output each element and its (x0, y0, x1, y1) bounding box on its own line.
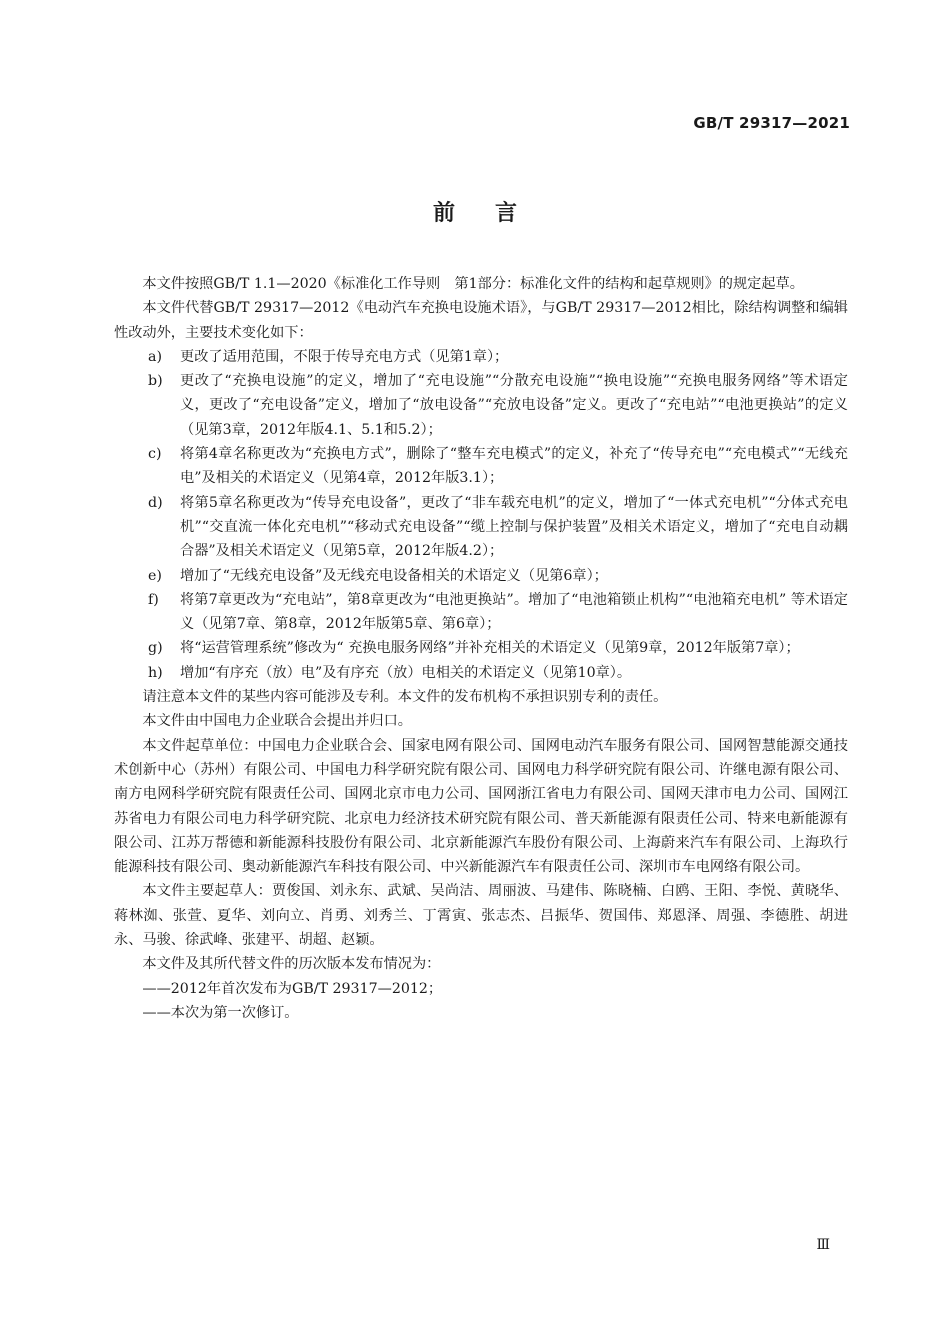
list-item-text: 更改了适用范围，不限于传导充电方式（见第1章）； (180, 348, 509, 365)
list-marker: b) (148, 373, 163, 390)
paragraph-patent-notice: 请注意本文件的某些内容可能涉及专利。本文件的发布机构不承担识别专利的责任。 (142, 689, 668, 706)
list-marker: f) (148, 591, 159, 608)
list-item (114, 588, 848, 637)
paragraph-replacement: 本文件代替GB/T 29317—2012《电动汽车充换电设施术语》，与GB/T 29317—2012相比，除结构调整和编辑性改动外，主要技术变化如下： (114, 300, 848, 341)
list-item (114, 564, 848, 588)
history-item: ——本次为第一次修订。 (142, 1004, 299, 1021)
body-text (114, 272, 848, 1025)
list-marker: e) (148, 567, 162, 584)
standard-number: GB/T 29317—2021 (693, 114, 850, 132)
list-item-text: 增加了“无线充电设备”及无线充电设备相关的术语定义（见第6章）； (180, 567, 608, 584)
changes-list (114, 345, 848, 685)
list-item (114, 369, 848, 442)
list-item (114, 636, 848, 660)
paragraph-drafters: 本文件主要起草人：贾俊国、刘永东、武斌、吴尚洁、周丽波、马建伟、陈晓楠、白鸥、王阳、李悦、黄晓华、蒋林洳、张萱、夏华、刘向立、肖勇、刘秀兰、丁霄寅、张志杰、吕振华、贺国伟、郑恩泽、周强、李德胜、胡进永、马骏、徐武峰、张建平、胡超、赵颖。 (114, 883, 848, 949)
list-marker: a) (148, 348, 162, 365)
paragraph-drafting-rules: 本文件按照GB/T 1.1—2020《标准化工作导则 第1部分：标准化文件的结构和起草规则》的规定起草。 (142, 276, 804, 292)
history-item: ——2012年首次发布为GB/T 29317—2012； (142, 980, 443, 997)
list-item-text: 将第4章名称更改为“充换电方式”，删除了“整车充电模式”的定义，补充了“传导充电”“充电模式”“无线充电”及相关的术语定义（见第4章，2012年版3.1）； (180, 446, 848, 487)
list-item-text: 将第7章更改为“充电站”，第8章更改为“电池更换站”。增加了“电池箱锁止机构”“电池箱充电机” 等术语定义（见第7章、第8章，2012年版第5章、第6章）； (180, 591, 848, 633)
list-item (114, 661, 848, 685)
list-item-text: 将第5章名称更改为“传导充电设备”，更改了“非车载充电机”的定义，增加了“一体式充电机”“分体式充电机”“交直流一体化充电机”“移动式充电设备”“缆上控制与保护装置”及相关术语定义，增加了“充电自动耦合器”及相关术语定义（见第5章，2012年版4.2）； (180, 494, 848, 560)
list-item-text: 增加“有序充（放）电”及有序充（放）电相关的术语定义（见第10章）。 (180, 664, 632, 681)
list-item (114, 491, 848, 564)
list-marker: g) (148, 640, 163, 657)
list-item-text: 更改了“充换电设施”的定义，增加了“充电设施”“分散充电设施”“换电设施”“充换电服务网络”等术语定义，更改了“充电设备”定义，增加了“放电设备”“充放电设备”定义。更改了“充电站”“电池更换站”的定义（见第3章，2012年版4.1、5.1和5.2）； (180, 373, 848, 438)
list-item (114, 442, 848, 491)
list-item (114, 345, 848, 369)
paragraph-history-intro: 本文件及其所代替文件的历次版本发布情况为： (142, 956, 441, 973)
paragraph-proposer: 本文件由中国电力企业联合会提出并归口。 (142, 713, 412, 730)
paragraph-drafting-units: 本文件起草单位：中国电力企业联合会、国家电网有限公司、国网电动汽车服务有限公司、国网智慧能源交通技术创新中心（苏州）有限公司、中国电力科学研究院有限公司、国网电力科学研究院有限公司、许继电源有限公司、南方电网科学研究院有限责任公司、国网北京市电力公司、国网浙江省电力有限公司、国网天津市电力公司、国网江苏省电力有限公司电力科学研究院、北京电力经济技术研究院有限公司、普天新能源有限责任公司、特来电新能源有限公司、江苏万帮德和新能源科技股份有限公司、北京新能源汽车股份有限公司、上海蔚来汽车有限公司、上海玖行能源科技有限公司、奥动新能源汽车科技有限公司、中兴新能源汽车有限责任公司、深圳市车电网络有限公司。 (114, 737, 848, 876)
page-number: Ⅲ (816, 1237, 830, 1253)
list-marker: h) (148, 664, 163, 681)
page-title: 前言 (432, 201, 557, 226)
list-item-text: 将“运营管理系统”修改为“ 充换电服务网络”并补充相关的术语定义（见第9章，2012年版第7章）； (180, 640, 800, 657)
list-marker: c) (148, 446, 162, 463)
list-marker: d) (148, 494, 163, 511)
